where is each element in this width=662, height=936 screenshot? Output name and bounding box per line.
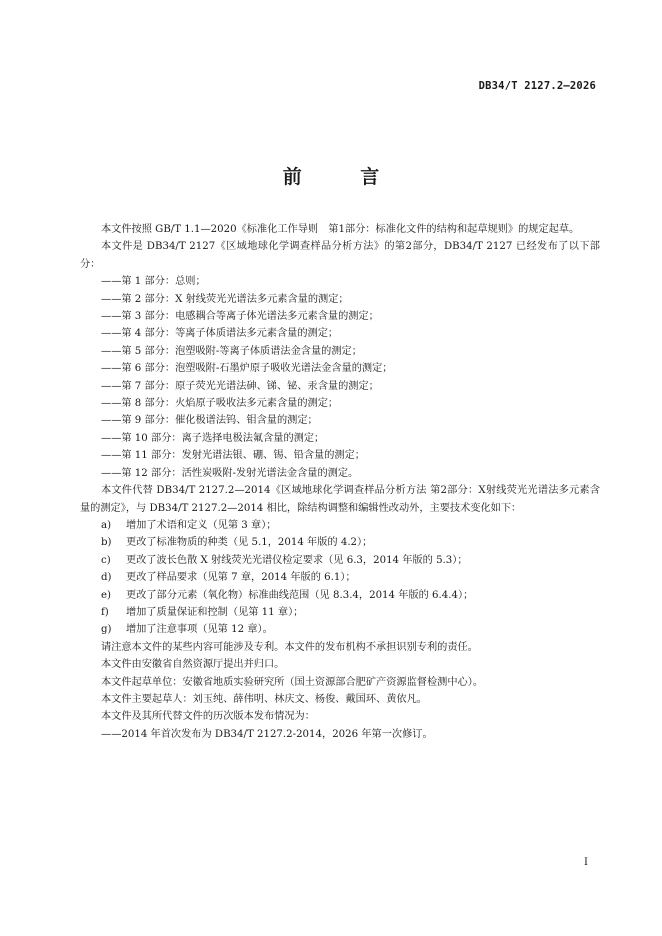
- history-item: ——2014 年首次发布为 DB34/T 2127.2-2014，2026 年第一次修订。: [101, 728, 433, 740]
- change-item: [80, 621, 600, 638]
- part-list-item: ——第 3 部分：电感耦合等离子体光谱法多元素含量的测定；: [101, 311, 379, 323]
- change-item: [80, 517, 600, 534]
- change-text: 更改了波长色散 X 射线荧光光谱仪检定要求（见 6.3，2014 年版的 5.3）；: [126, 554, 468, 566]
- change-mark: a): [101, 519, 112, 531]
- change-item: [80, 552, 600, 569]
- paragraph-basis: 本文件按照 GB/T 1.1—2020《标准化工作导则 第1部分：标准化文件的结构和起草规则》的规定起草。: [101, 224, 580, 235]
- change-text: 更改了样品要求（见第 7 章，2014 年版的 6.1）；: [126, 572, 356, 584]
- change-text: 增加了质量保证和控制（见第 11 章）；: [126, 606, 304, 618]
- page-number: I: [584, 857, 588, 868]
- part-list-item: ——第 12 部分：活性炭吸附-发射光谱法金含量的测定。: [101, 467, 359, 479]
- part-list-item: ——第 1 部分：总则；: [101, 276, 206, 288]
- part-list-item: ——第 5 部分：泡塑吸附-等离子体质谱法金含量的测定；: [101, 345, 362, 357]
- paragraph-drafters: 本文件主要起草人：刘玉纯、薛伟明、林庆文、杨俊、戴国环、黄依凡。: [101, 693, 427, 705]
- change-mark: c): [101, 554, 111, 566]
- paragraph-history-intro: 本文件及其所代替文件的历次版本发布情况为：: [101, 711, 315, 723]
- change-mark: g): [101, 624, 112, 636]
- paragraph-series: 本文件是 DB34/T 2127《区域地球化学调查样品分析方法》的第2部分，DB34/T 2127 已经发布了以下部分：: [80, 241, 600, 270]
- part-list-item: ——第 4 部分：等离子体质谱法多元素含量的测定；: [101, 328, 339, 340]
- change-text: 更改了标准物质的种类（见 5.1，2014 年版的 4.2）；: [126, 537, 373, 549]
- change-mark: e): [101, 589, 112, 601]
- part-list-item: ——第 2 部分：X 射线荧光光谱法多元素含量的测定；: [101, 293, 349, 305]
- change-item: [80, 534, 600, 551]
- change-text: 增加了术语和定义（见第 3 章）；: [126, 519, 277, 531]
- part-list-item: ——第 9 部分：催化极谱法钨、钼含量的测定；: [101, 415, 318, 427]
- part-list-item: ——第 7 部分：原子荧光光谱法砷、锑、铋、汞含量的测定；: [101, 380, 379, 392]
- change-item: [80, 604, 600, 621]
- change-mark: d): [101, 572, 112, 584]
- part-list-item: ——第 6 部分：泡塑吸附-石墨炉原子吸收光谱法金含量的测定；: [101, 363, 393, 375]
- part-list-item: ——第 10 部分：离子选择电极法氟含量的测定；: [101, 432, 325, 444]
- paragraph-patent: 请注意本文件的某些内容可能涉及专利。本文件的发布机构不承担识别专利的责任。: [101, 641, 478, 653]
- paragraph-drafting-unit: 本文件起草单位：安徽省地质实验研究所（国土资源部合肥矿产资源监督检测中心）。: [101, 676, 484, 688]
- page-title: 前 言: [282, 166, 406, 188]
- change-mark: f): [101, 606, 109, 618]
- change-text: 更改了部分元素（氧化物）标准曲线范围（见 8.3.4，2014 年版的 6.4.4）；: [126, 589, 474, 601]
- change-text: 增加了注意事项（见第 12 章）。: [126, 624, 273, 636]
- document-code: DB34/T 2127.2—2026: [478, 80, 596, 92]
- change-item: [80, 587, 600, 604]
- part-list-item: ——第 8 部分：火焰原子吸收法多元素含量的测定；: [101, 398, 339, 410]
- document-body: [80, 221, 600, 743]
- part-list-item: ——第 11 部分：发射光谱法银、硼、锡、铅含量的测定；: [101, 450, 365, 462]
- change-item: [80, 569, 600, 586]
- paragraph-replaces: 本文件代替 DB34/T 2127.2—2014《区域地球化学调查样品分析方法 第2部分：X射线荧光光谱法多元素含量的测定》，与 DB34/T 2127.2—2014 相比，除结构调整和编辑性改动外，主要技术变化如下：: [80, 485, 600, 514]
- change-mark: b): [101, 537, 112, 549]
- paragraph-proposer: 本文件由安徽省自然资源厅提出并归口。: [101, 659, 285, 671]
